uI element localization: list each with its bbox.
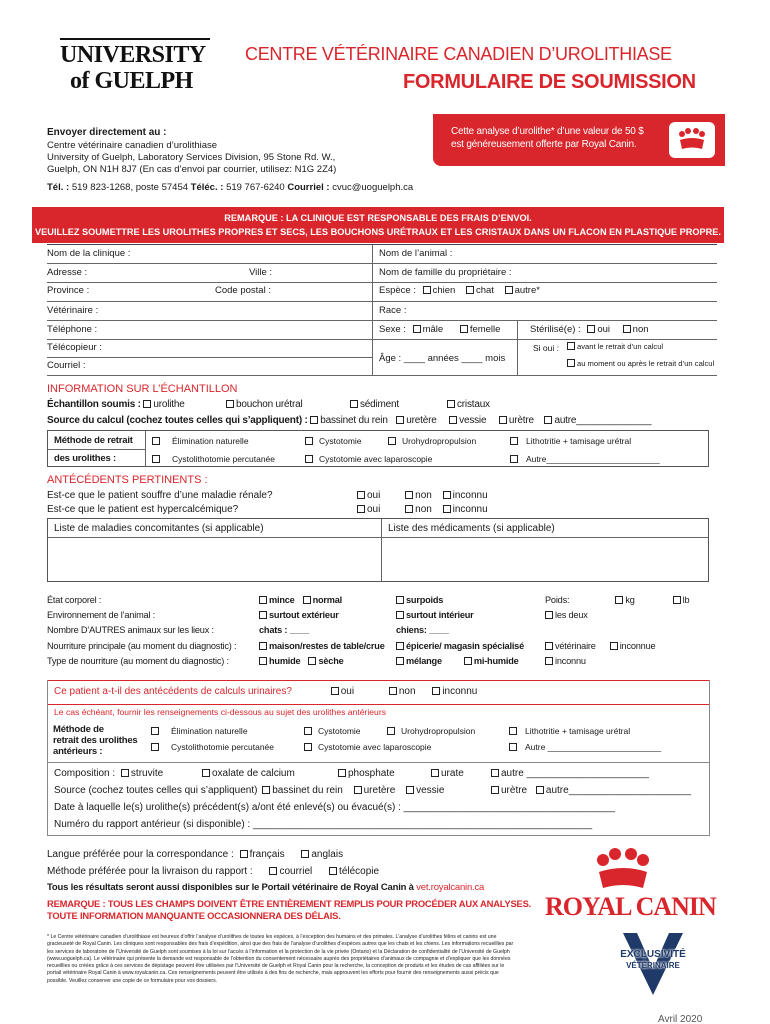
previous-method-table: [47, 719, 710, 764]
english-checkbox[interactable]: [301, 850, 309, 858]
unknown-food-label: inconnue: [619, 640, 656, 651]
crystals-option: [447, 399, 490, 410]
prev-yes-checkbox[interactable]: [331, 687, 339, 695]
fax-label: Téléc. :: [190, 182, 224, 193]
prev-kidney-label: bassinet du rein: [272, 785, 343, 796]
sterilized-field: [530, 324, 649, 335]
laparoscopy-checkbox[interactable]: [305, 455, 313, 463]
details-col2: [396, 593, 524, 669]
offer-banner: [433, 114, 725, 166]
portal-row: [47, 882, 484, 893]
send-label: Envoyer directement au :: [47, 127, 167, 138]
dry-checkbox[interactable]: [308, 657, 316, 665]
q1-unknown-checkbox[interactable]: [443, 491, 451, 499]
portal-text: Tous les résultats seront aussi disponibles sur le Portail vétérinaire de Royal Canin à: [47, 882, 414, 893]
lithotripsy-label: Lithotritie + tamisage urétral: [526, 436, 632, 446]
laparoscopy-option: [305, 454, 432, 464]
q1-no-label: non: [415, 490, 432, 501]
details-col3: [545, 593, 689, 669]
unknown-type-label: inconnu: [555, 655, 586, 666]
wet-checkbox[interactable]: [259, 657, 267, 665]
struvite-label: struvite: [130, 768, 164, 779]
kg-checkbox[interactable]: [615, 596, 623, 604]
plug-option: [226, 399, 303, 410]
after-removal-label: au moment ou après le retrait d’un calcul: [577, 359, 715, 368]
q1-options: [357, 490, 488, 501]
species-dog-checkbox[interactable]: [423, 286, 431, 294]
oxalate-label: oxalate de calcium: [212, 768, 295, 779]
address-line: University of Guelph, Laboratory Services Division, 95 Stone Rd. W.,: [47, 152, 336, 163]
prev-source-row: [54, 785, 444, 796]
crystals-label: cristaux: [457, 399, 490, 410]
kg-label: kg: [625, 595, 635, 605]
royal-canin-crown-icon: [669, 122, 715, 158]
french-label: français: [249, 849, 285, 860]
wet-label: humide: [269, 655, 301, 666]
urohydro-option: [388, 436, 476, 446]
sterilized-no-label: non: [632, 324, 649, 335]
kidney-label: bassinet du rein: [320, 415, 388, 426]
sterilized-yes-label: oui: [597, 324, 611, 335]
prev-laparoscopy-checkbox[interactable]: [304, 743, 312, 751]
species-other-checkbox[interactable]: [505, 286, 513, 294]
english-label: anglais: [311, 849, 344, 860]
kidney-disease-question: Est-ce que le patient souffre d’une maladie rénale?: [47, 490, 273, 501]
percutaneous-label: Cystolithotomie percutanée: [172, 454, 276, 464]
offer-line: est généreusement offerte par Royal Canin.: [451, 139, 637, 150]
lithotripsy-checkbox[interactable]: [510, 437, 518, 445]
struvite-checkbox[interactable]: [121, 769, 129, 777]
unknown-type-checkbox[interactable]: [545, 657, 553, 665]
owner-field[interactable]: Nom de famille du propriétaire :: [379, 267, 512, 278]
natural-label: Élimination naturelle: [172, 436, 249, 446]
prev-natural-option: [151, 726, 248, 736]
environment-label: Environnement de l’animal :: [47, 610, 155, 621]
prev-other-method-checkbox[interactable]: [509, 743, 517, 751]
remark-line: REMARQUE : LA CLINIQUE EST RESPONSABLE DES FRAIS D’ENVOI.: [224, 213, 532, 223]
outdoor-label: surtout extérieur: [269, 610, 339, 621]
composition-row: [54, 768, 163, 779]
q2-no-checkbox[interactable]: [405, 505, 413, 513]
other-method-option: [510, 454, 660, 464]
vet-field[interactable]: Vétérinaire :: [47, 305, 99, 316]
prev-percutaneous-option: [151, 742, 274, 752]
sex-male-label: mâle: [422, 324, 444, 335]
previous-report-field[interactable]: Numéro du rapport antérieur (si disponible) : _____________________________________________________________: [54, 819, 593, 830]
overweight-checkbox[interactable]: [396, 596, 404, 604]
urohydro-label: Urohydropropulsion: [402, 436, 477, 446]
before-removal-option: [567, 342, 663, 351]
divider: [47, 762, 710, 763]
sediment-option: [350, 399, 399, 410]
sterilized-no-checkbox[interactable]: [623, 325, 631, 333]
remark-banner: [32, 207, 724, 243]
medications-input[interactable]: [383, 538, 708, 581]
divider: [47, 704, 710, 705]
other-composition-option: [491, 768, 649, 779]
tel-label: Tél. :: [47, 182, 70, 193]
q2-yes-checkbox[interactable]: [357, 505, 365, 513]
oxalate-checkbox[interactable]: [202, 769, 210, 777]
diseases-input[interactable]: [49, 538, 380, 581]
logo-line1: UNIVERSITY: [60, 42, 206, 68]
animal-name-field[interactable]: Nom de l’animal :: [379, 248, 453, 259]
vet-exclusive-badge: [583, 925, 723, 1000]
prev-urethra-checkbox[interactable]: [491, 786, 499, 794]
q2-unknown-checkbox[interactable]: [443, 505, 451, 513]
other-composition-checkbox[interactable]: [491, 769, 499, 777]
prev-bladder-label: vessie: [416, 785, 445, 796]
crystals-checkbox[interactable]: [447, 400, 455, 408]
ureter-checkbox[interactable]: [396, 416, 404, 424]
prev-natural-checkbox[interactable]: [151, 727, 159, 735]
prev-other-method-option: [509, 742, 661, 752]
address-line: Centre vétérinaire canadien d’urolithiase: [47, 140, 218, 151]
patient-info-grid: [47, 244, 717, 374]
prev-lithotripsy-label: Lithotritie + tamisage urétral: [525, 726, 631, 736]
fax-delivery-checkbox[interactable]: [329, 867, 337, 875]
other-method-checkbox[interactable]: [510, 455, 518, 463]
fax-value: 519 767-6240: [226, 182, 285, 193]
both-checkbox[interactable]: [545, 611, 553, 619]
sex-field: [379, 324, 500, 335]
required-warning: [47, 898, 531, 922]
other-source-checkbox[interactable]: [544, 416, 552, 424]
normal-label: normal: [312, 595, 342, 605]
q2-unknown-label: inconnu: [452, 504, 488, 515]
prev-urohydro-checkbox[interactable]: [387, 727, 395, 735]
removal-date-field[interactable]: Date à laquelle le(s) urolithe(s) précédent(s) a/ont été enlevé(s) ou évacué(s) : ______________________________________: [54, 802, 615, 813]
species-cat-checkbox[interactable]: [466, 286, 474, 294]
race-field[interactable]: Race :: [379, 305, 407, 316]
cystotomy-checkbox[interactable]: [305, 437, 313, 445]
prev-yes-label: oui: [340, 686, 355, 697]
crown-icon: [593, 848, 653, 890]
language-row: [47, 849, 343, 860]
clinic-field[interactable]: Nom de la clinique :: [47, 248, 131, 259]
prev-natural-label: Élimination naturelle: [171, 726, 248, 736]
french-checkbox[interactable]: [240, 850, 248, 858]
university-of-guelph-logo: [60, 42, 220, 100]
percutaneous-option: [152, 454, 275, 464]
phosphate-label: phosphate: [348, 768, 395, 779]
hypercalcemia-question: Est-ce que le patient est hypercalcémique?: [47, 504, 239, 515]
sample-submitted-row: [47, 399, 185, 410]
homemade-checkbox[interactable]: [259, 642, 267, 650]
prev-bladder-checkbox[interactable]: [406, 786, 414, 794]
sample-section-title: INFORMATION SUR L’ÉCHANTILLON: [47, 383, 238, 395]
q1-no-checkbox[interactable]: [405, 491, 413, 499]
warning-line: REMARQUE : TOUS LES CHAMPS DOIVENT ÊTRE ENTIÈREMENT REMPLIS POUR PROCÉDER AUX ANALYSES.: [47, 898, 532, 909]
postal-field[interactable]: Code postal :: [215, 285, 271, 296]
species-other-label: autre*: [514, 285, 540, 296]
prev-urohydro-label: Urohydropropulsion: [401, 726, 476, 736]
outdoor-checkbox[interactable]: [259, 611, 267, 619]
other-method-label: Autre________________________: [526, 454, 660, 464]
prev-unknown-checkbox[interactable]: [432, 687, 440, 695]
after-removal-checkbox[interactable]: [567, 359, 575, 367]
normal-checkbox[interactable]: [303, 596, 311, 604]
other-animals-label: Nombre D’AUTRES animaux sur les lieux :: [47, 625, 214, 636]
mixed-checkbox[interactable]: [396, 657, 404, 665]
delivery-label: Méthode préférée pour la livraison du rapport :: [47, 866, 253, 877]
thin-label: mince: [269, 595, 295, 605]
warning-line: TOUTE INFORMATION MANQUANTE OCCASIONNERA DES DÉLAIS.: [47, 910, 341, 921]
mixed-label: mélange: [406, 655, 442, 666]
dogs-count-field[interactable]: chiens: ____: [396, 625, 449, 636]
sterilized-label: Stérilisé(e) :: [530, 324, 581, 335]
urohydro-checkbox[interactable]: [388, 437, 396, 445]
oxalate-option: [202, 768, 295, 779]
prev-other-source-label: autre______________________: [545, 785, 692, 796]
q1-unknown-label: inconnu: [452, 490, 488, 501]
other-composition-label: autre ______________________: [501, 768, 649, 779]
prev-method-line: antérieurs :: [53, 746, 103, 757]
composition-label: Composition :: [54, 768, 116, 779]
vet-food-checkbox[interactable]: [545, 642, 553, 650]
method-label: Méthode de retrait: [54, 435, 133, 446]
footer-note: * Le Centre vétérinaire canadien d’urolithiase est heureux d’offrir l’analyse d’urolithes de toutes les espèces, à l’exception des humains et des primates. L’analyse d’urolithes félins et canins est une gracieuseté de Royal Canin. Les cliniques sont responsables des frais d’expédition, ainsi que des frais de l’analyse d’urolithes d’espèces autres que les chats et les chiens. Les informations recueillies par les services de laboratoire de l’Université de Guelph sont soumises à la loi sur l’accès à l’information et la protection de la vie privée (Ontario) et la Déclaration de confidentialité de l’Université de Guelph (www.uoguelph.ca). Le vétérinaire qui présente la demande est responsable de l’obtention du consentement nécessaire auprès des propriétaires d’animaux de compagnie et d’expliquer que les données recueillies ou créées grâce à ces services de dépistage peuvent être utilisées par l’Université de Guelph et Royal Canin pour la recherche, la conception de produits et les études de cas affiliées sur le portail vétérinaire Royal Canin à www.royalcanin.ca. Ces renseignements peuvent être utilisés à des fins de recherche, mais approuvent les efforts pour fournir des renseignements aussi précis que possible. Veuillez conserver une copie de ce formulaire pour vos dossiers.: [47, 934, 514, 984]
food-type-label: Type de nourriture (au moment du diagnostic) :: [47, 655, 229, 666]
body-condition-label: État corporel :: [47, 595, 102, 605]
phone-field[interactable]: Téléphone :: [47, 324, 98, 335]
urate-label: urate: [441, 768, 464, 779]
previous-question-row: [54, 686, 477, 697]
page-title: CENTRE VÉTÉRINAIRE CANADIEN D’UROLITHIASE: [245, 44, 672, 64]
prev-ureter-label: uretère: [363, 785, 396, 796]
delivery-row: [47, 866, 379, 877]
mail-label: Courriel :: [287, 182, 330, 193]
tel-value: 519 823-1268, poste 57454: [71, 182, 189, 193]
natural-checkbox[interactable]: [152, 437, 160, 445]
royal-canin-logo: [545, 848, 725, 928]
bladder-checkbox[interactable]: [449, 416, 457, 424]
sex-male-checkbox[interactable]: [413, 325, 421, 333]
plug-label: bouchon urétral: [236, 399, 303, 410]
method-label: des urolithes :: [54, 453, 116, 464]
details-col1: [259, 593, 385, 669]
remark-line: VEUILLEZ SOUMETTRE LES UROLITHES PROPRES ET SECS, LES BOUCHONS URÉTRAUX ET LES CRISTAUX DANS UN FLACON EN PLASTIQUE PROPRE.: [35, 227, 721, 237]
grocery-checkbox[interactable]: [396, 642, 404, 650]
plug-checkbox[interactable]: [226, 400, 234, 408]
cystotomy-option: [305, 436, 362, 446]
province-field[interactable]: Province :: [47, 285, 90, 296]
semi-moist-label: mi-humide: [473, 655, 519, 666]
urolith-label: urolithe: [153, 399, 185, 410]
source-row: [47, 415, 651, 426]
cystotomy-label: Cystotomie: [319, 436, 362, 446]
sample-submitted-label: Échantillon soumis :: [47, 399, 141, 410]
logo-line2: of GUELPH: [70, 68, 193, 94]
species-field: [379, 285, 540, 296]
q2-options: [357, 504, 488, 515]
other-source-label: autre______________: [554, 415, 652, 426]
prev-cystotomy-option: [304, 726, 361, 736]
prev-laparoscopy-option: [304, 742, 431, 752]
prev-lithotripsy-option: [509, 726, 630, 736]
prev-lithotripsy-checkbox[interactable]: [509, 727, 517, 735]
email-field[interactable]: Courriel :: [47, 360, 86, 371]
prev-percutaneous-label: Cystolithotomie percutanée: [171, 742, 275, 752]
mail-value[interactable]: cvuc@uoguelph.ca: [332, 182, 414, 193]
prev-urethra-label: urètre: [501, 785, 528, 796]
prev-method-line: retrait des urolithes: [53, 735, 138, 746]
natural-option: [152, 436, 249, 446]
prev-no-checkbox[interactable]: [389, 687, 397, 695]
sterilized-yes-checkbox[interactable]: [587, 325, 595, 333]
lithotripsy-option: [510, 436, 631, 446]
lb-checkbox[interactable]: [673, 596, 681, 604]
offer-text: [451, 125, 661, 151]
sediment-checkbox[interactable]: [350, 400, 358, 408]
species-dog-label: chien: [432, 285, 456, 296]
sediment-label: sédiment: [360, 399, 399, 410]
address-line: Guelph, ON N1H 8J7 (En cas d’envoi par courrier, utilisez: N1G 2Z4): [47, 164, 337, 175]
dry-label: sèche: [318, 655, 344, 666]
prev-unknown-label: inconnu: [442, 686, 478, 697]
sex-label: Sexe :: [379, 324, 406, 335]
before-removal-checkbox[interactable]: [567, 342, 575, 350]
indoor-label: surtout intérieur: [406, 610, 474, 621]
diseases-header: Liste de maladies concomitantes (si applicable): [54, 523, 264, 534]
page-subtitle: FORMULAIRE DE SOUMISSION: [403, 71, 696, 93]
unknown-food-checkbox[interactable]: [610, 642, 618, 650]
vet-food-label: vétérinaire: [555, 640, 596, 651]
prev-cystotomy-checkbox[interactable]: [304, 727, 312, 735]
fax-field[interactable]: Télécopieur :: [47, 342, 102, 353]
urethra-label: urètre: [508, 415, 534, 426]
laparoscopy-label: Cystotomie avec laparoscopie: [319, 454, 433, 464]
prev-no-label: non: [398, 686, 416, 697]
medications-header: Liste des médicaments (si applicable): [388, 523, 555, 534]
contact-line: [47, 182, 413, 193]
address-field[interactable]: Adresse :: [47, 267, 88, 278]
main-food-label: Nourriture principale (au moment du diagnostic) :: [47, 640, 237, 651]
prev-method-line: Méthode de: [53, 724, 104, 735]
diseases-meds-table: [47, 518, 709, 582]
urate-checkbox[interactable]: [431, 769, 439, 777]
removal-method-table: [47, 430, 709, 467]
after-removal-option: [567, 359, 714, 368]
prev-urethra-option: [491, 785, 691, 796]
previous-note: Le cas échéant, fournir les renseignements ci-dessous au sujet des urolithes antérieurs: [54, 707, 386, 717]
brand-name: ROYAL CANIN: [545, 892, 716, 921]
address-block: [47, 140, 427, 176]
urolith-checkbox[interactable]: [143, 400, 151, 408]
species-cat-label: chat: [475, 285, 494, 296]
phosphate-checkbox[interactable]: [338, 769, 346, 777]
phosphate-option: [338, 768, 395, 779]
q1-yes-checkbox[interactable]: [357, 491, 365, 499]
sex-female-label: femelle: [469, 324, 501, 335]
urate-option: [431, 768, 464, 779]
city-field[interactable]: Ville :: [249, 267, 273, 278]
species-label: Espèce :: [379, 285, 416, 296]
animal-details-labels: [47, 593, 236, 669]
prev-other-source-checkbox[interactable]: [536, 786, 544, 794]
homemade-label: maison/restes de table/crue: [269, 640, 385, 651]
both-label: les deux: [555, 610, 588, 621]
history-section-title: ANTÉCÉDENTS PERTINENTS :: [47, 474, 208, 486]
urethra-checkbox[interactable]: [499, 416, 507, 424]
email-delivery-checkbox[interactable]: [269, 867, 277, 875]
exclusive-text: EXCLUSIVITÉ: [620, 949, 686, 960]
source-label: Source du calcul (cochez toutes celles qui s’appliquent) :: [47, 415, 308, 426]
prev-percutaneous-checkbox[interactable]: [151, 743, 159, 751]
bladder-label: vessie: [459, 415, 487, 426]
age-field[interactable]: Âge : ____ années ____ mois: [379, 353, 506, 364]
q1-yes-label: oui: [367, 490, 381, 501]
semi-moist-checkbox[interactable]: [464, 657, 472, 665]
prev-ureter-checkbox[interactable]: [354, 786, 362, 794]
percutaneous-checkbox[interactable]: [152, 455, 160, 463]
offer-line: Cette analyse d’urolithe* d’une valeur de 50 $: [451, 126, 644, 137]
prev-kidney-checkbox[interactable]: [262, 786, 270, 794]
weight-label: Poids:: [545, 595, 570, 605]
prev-urohydro-option: [387, 726, 475, 736]
previous-question: Ce patient a-t-il des antécédents de calculs urinaires?: [54, 686, 292, 697]
ureter-label: uretère: [406, 415, 437, 426]
email-delivery-label: courriel: [279, 866, 313, 877]
sex-female-checkbox[interactable]: [460, 325, 468, 333]
prev-laparoscopy-label: Cystotomie avec laparoscopie: [318, 742, 432, 752]
kidney-checkbox[interactable]: [310, 416, 318, 424]
grocery-label: épicerie/ magasin spécialisé: [406, 640, 524, 651]
prev-source-label: Source (cochez toutes celles qui s’appliquent): [54, 785, 258, 796]
portal-link[interactable]: vet.royalcanin.ca: [416, 882, 485, 893]
if-yes-label: Si oui :: [533, 343, 559, 353]
q2-no-label: non: [415, 504, 432, 515]
prev-cystotomy-label: Cystotomie: [318, 726, 361, 736]
q2-yes-label: oui: [367, 504, 381, 515]
lb-label: lb: [682, 595, 690, 605]
veterinary-text: VÉTÉRINAIRE: [626, 961, 680, 970]
prev-other-method-label: Autre ________________________: [525, 742, 662, 752]
cats-count-field[interactable]: chats : ____: [259, 625, 310, 636]
prev-method-label: [53, 724, 148, 757]
before-removal-label: avant le retrait d’un calcul: [577, 342, 664, 351]
indoor-checkbox[interactable]: [396, 611, 404, 619]
language-label: Langue préférée pour la correspondance :: [47, 849, 234, 860]
fax-delivery-label: télécopie: [339, 866, 380, 877]
overweight-label: surpoids: [406, 595, 444, 605]
form-date: Avril 2020: [658, 1014, 703, 1024]
thin-checkbox[interactable]: [259, 596, 267, 604]
